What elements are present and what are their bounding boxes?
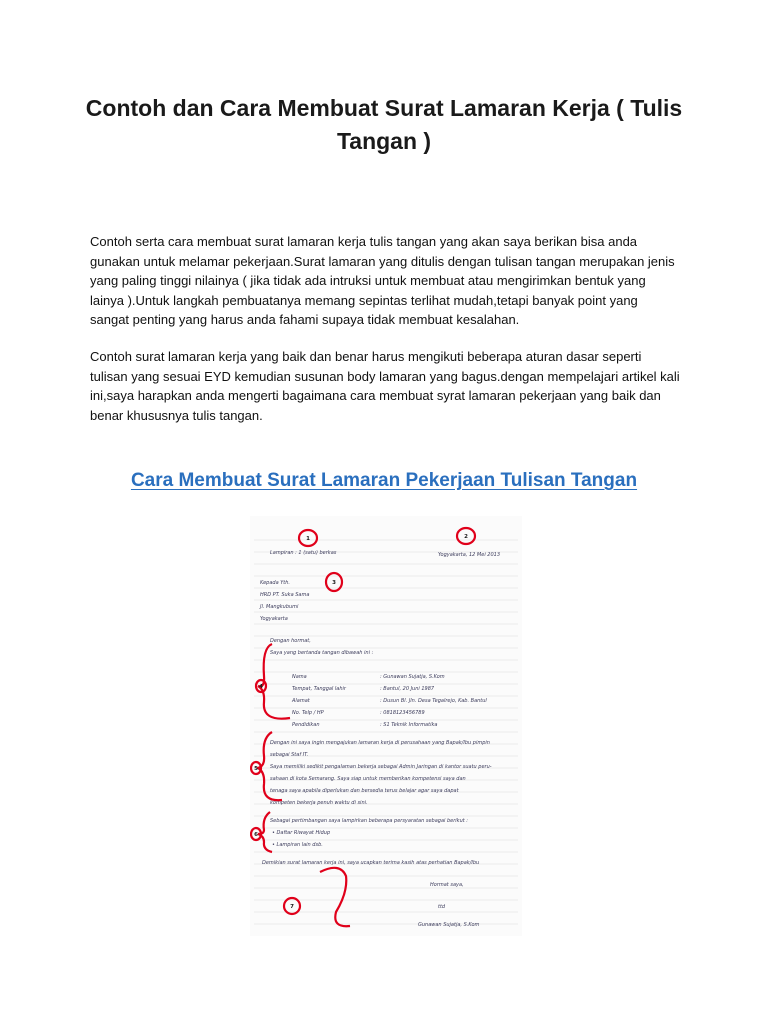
letter-ttd: ttd	[438, 904, 446, 910]
letter-salam: Dengan hormat,	[270, 638, 311, 644]
section-heading-link[interactable]: Cara Membuat Surat Lamaran Pekerjaan Tulisan Tangan	[130, 470, 638, 491]
letter-intro: Saya yang bertanda tangan dibawah ini :	[270, 650, 374, 656]
letter-scan	[250, 516, 522, 936]
letter-telp-label: No. Telp / HP	[292, 710, 324, 716]
letter-alamat-value: : Dusun Bl. Jln. Desa Tegalrejo, Kab. Bantul	[380, 698, 487, 704]
letter-kepada: Kepada Yth.	[260, 580, 291, 586]
marker-7-label: 7	[290, 904, 294, 910]
letter-lampiran: Lampiran : 1 (satu) berkas	[270, 550, 337, 556]
letter-signer: Gunawan Sujatja, S.Kom	[418, 922, 480, 928]
letter-p4-line4: sahaan di kota Semarang. Saya siap untuk memberikan kompetensi saya dan	[270, 776, 466, 782]
letter-nama-label: Nama	[292, 674, 307, 680]
marker-6-label: 6	[254, 832, 258, 838]
handwritten-letter-image	[250, 516, 522, 936]
letter-hormat: Hormat saya,	[430, 882, 464, 888]
letter-p4-line3: Saya memiliki sedikit pengalaman bekerja sebagai Admin Jaringan di kantor suatu peru-	[270, 764, 492, 770]
letter-ttl-value: : Bantul, 20 Juni 1987	[380, 686, 435, 692]
letter-kota: Yogyakarta	[260, 616, 288, 622]
letter-alamat-label: Alamat	[292, 698, 310, 704]
letter-place-date: Yogyakarta, 12 Mei 2013	[438, 552, 501, 558]
letter-jalan: Jl. Mangkubumi	[260, 604, 299, 610]
marker-1-label: 1	[306, 536, 310, 542]
letter-p6: Demikian surat lamaran kerja ini, saya ucapkan terima kasih atas perhatian Bapak/Ibu	[262, 860, 480, 866]
intro-paragraph: Contoh serta cara membuat surat lamaran kerja tulis tangan yang akan saya berikan bisa anda gunakan untuk melamar pekerjaan.Surat lamaran yang ditulis dengan tulisan tangan merupakan jenis yang paling tinggi nilainya ( jika tidak ada intruksi untuk membuat atau mengirimkan bentuk yang lainya ).Untuk langkah pembuatanya memang sepintas terlihat mudah,tetapi banyak point yang sangat penting yang harus anda fahami supaya tidak membuat kesalahan.	[90, 234, 675, 327]
marker-3-label: 3	[332, 580, 336, 586]
letter-p5-line3: • Lampiran lain dsb.	[272, 842, 323, 848]
letter-hrd: HRD PT. Suka Sama	[260, 592, 310, 598]
letter-pend-label: Pendidikan	[292, 722, 320, 728]
marker-2-label: 2	[464, 534, 468, 540]
letter-p4-line6: kompeten bekerja penuh waktu di sini.	[270, 800, 368, 806]
marker-7-squiggle	[320, 868, 350, 926]
letter-p4-line2: sebagai Staf IT.	[270, 752, 309, 758]
letter-nama-value: : Gunawan Sujatja, S.Kom	[380, 674, 445, 680]
letter-p4-line5: tenaga saya apabila diperlukan dan bersedia terus belajar agar saya dapat	[270, 788, 459, 794]
marker-5-label: 5	[254, 766, 258, 772]
marker-4-label: 4	[259, 684, 263, 690]
letter-telp-value: : 0818123456789	[380, 710, 425, 716]
letter-p5-line2: • Daftar Riwayat Hidup	[272, 830, 331, 836]
rules-paragraph: Contoh surat lamaran kerja yang baik dan benar harus mengikuti beberapa aturan dasar seperti tulisan yang sesuai EYD kemudian susunan body lamaran yang bagus.dengan mempelajari artikel kali ini,saya harapkan anda mengerti bagaimana cara membuat syrat lamaran pekerjaan yang baik dan benar khususnya tulis tangan.	[90, 349, 680, 423]
letter-p5-line1: Sebagai pertimbangan saya lampirkan beberapa persyaratan sebagai berikut :	[270, 818, 468, 824]
letter-pend-value: : S1 Teknik Informatika	[380, 722, 438, 728]
letter-ttl-label: Tempat, Tanggal lahir	[292, 686, 346, 692]
page-title: Contoh dan Cara Membuat Surat Lamaran Kerja ( Tulis Tangan )	[85, 95, 683, 154]
letter-p4-line1: Dengan ini saya ingin mengajukan lamaran kerja di perusahaan yang Bapak/Ibu pimpin	[270, 740, 490, 746]
